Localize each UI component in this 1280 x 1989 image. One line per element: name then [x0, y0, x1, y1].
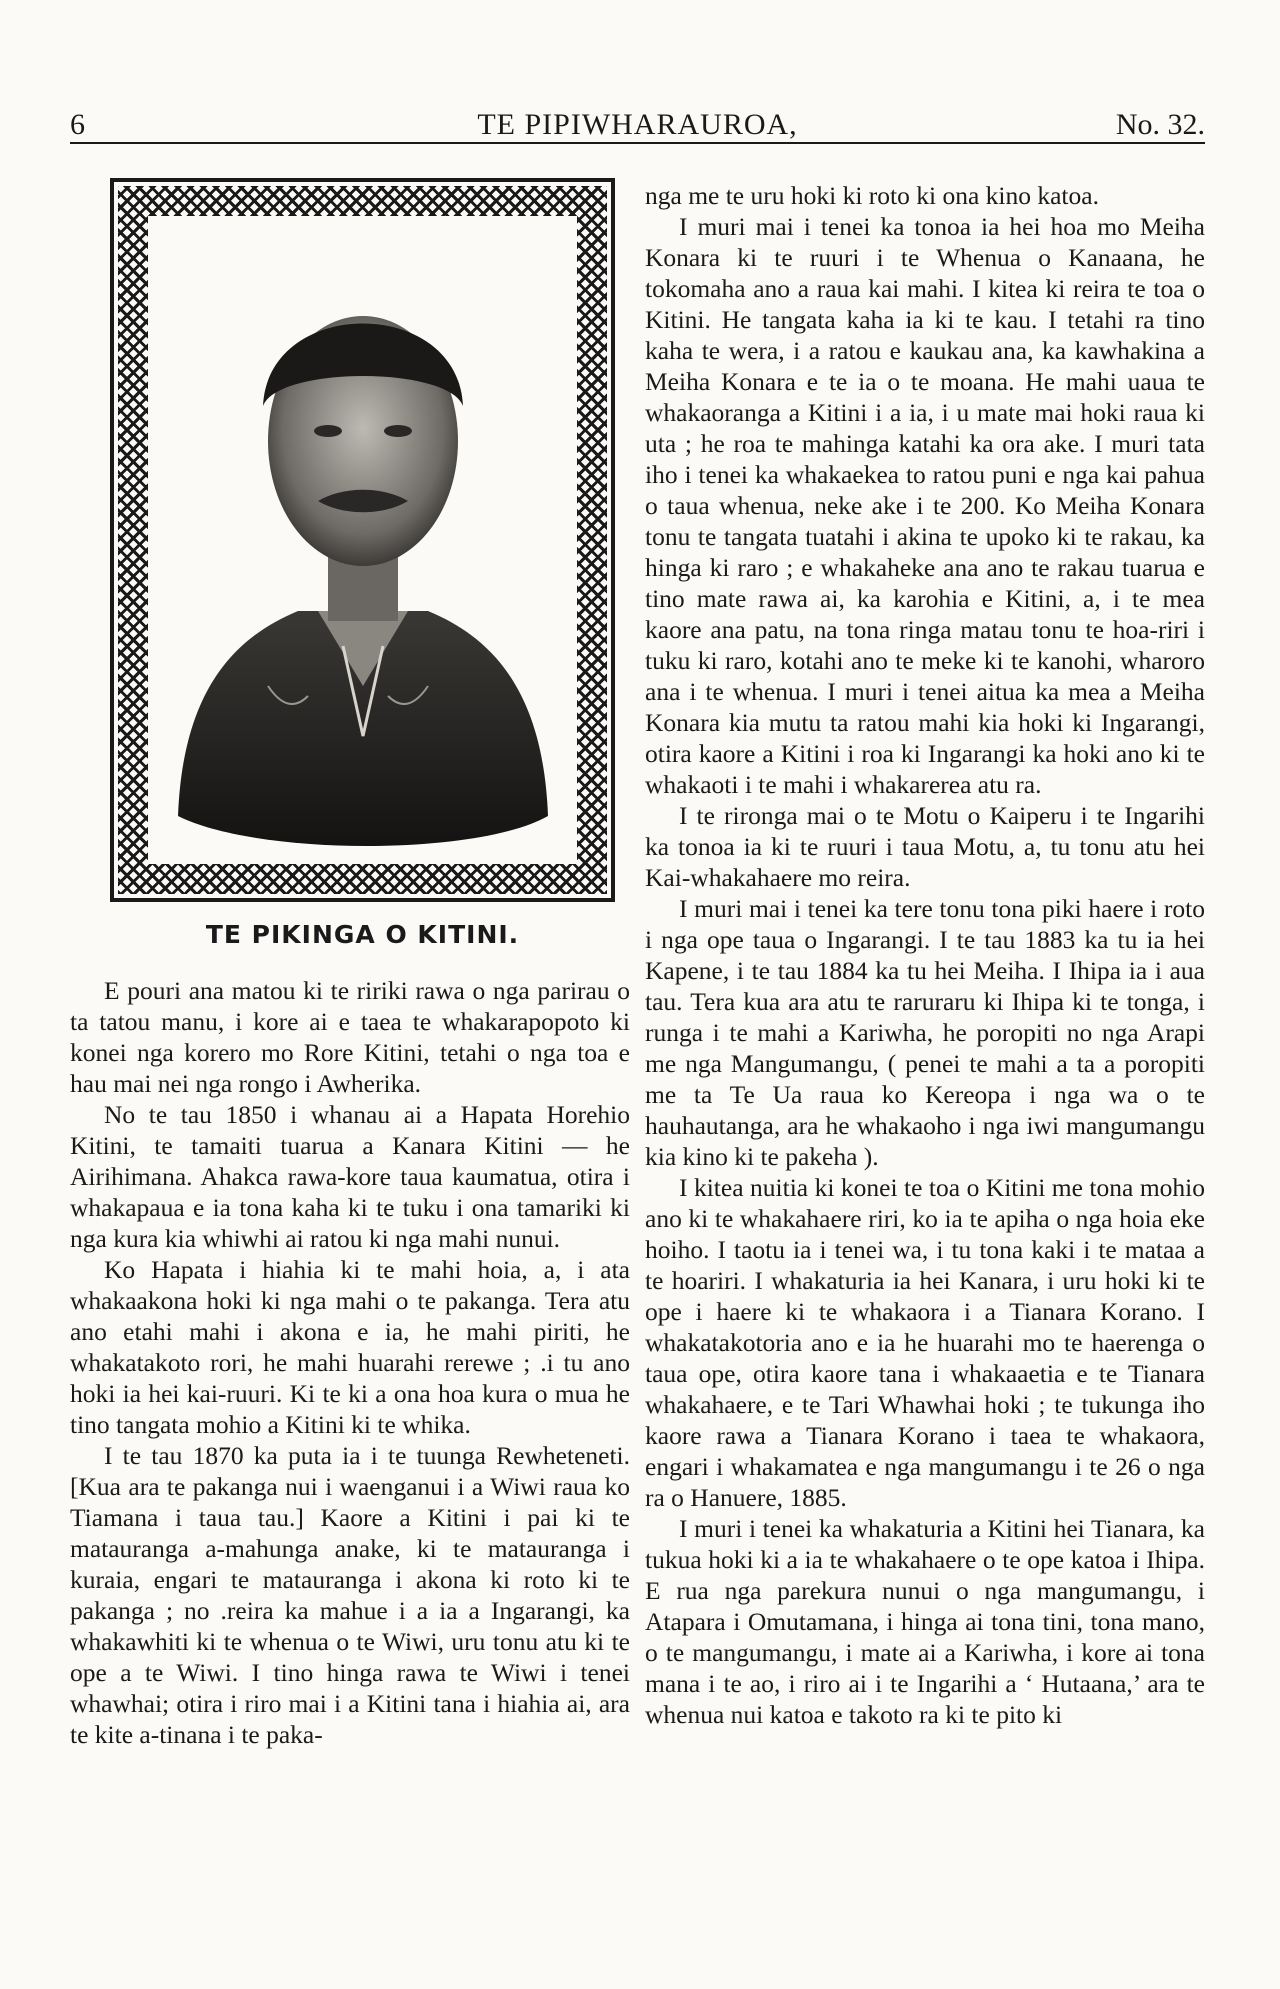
paragraph: nga me te uru hoki ki roto ki ona kino katoa. — [645, 181, 1099, 210]
article-title: TE PIKINGA O KITINI. — [205, 920, 520, 949]
portrait-frame — [110, 178, 615, 902]
paragraph: E pouri ana matou ki te ririki rawa o nga parirau o ta tatou manu, i kore ai e taea te whakarapopoto ki konei nga korero mo Rore Kitini, tetahi o nga toa e hau mai nei nga rongo i Awherika. — [70, 976, 630, 1098]
publication-title: TE PIPIWHARAUROA, — [477, 108, 798, 141]
page-number: 6 — [70, 108, 85, 141]
right-column — [645, 180, 1205, 1940]
paragraph: I te tau 1870 ka puta ia i te tuunga Rewheteneti. [Kua ara te pakanga nui i waenganui i a Wiwi raua ko Tiamana i taua tau.] Kaore a Kitini i pai ki te matauranga a-mahunga anake, ki te matauranga i kuraia, engari te matauranga i akona ki roto ki te pakanga ; no .reira ka mahue i a ia a Ingarangi, ka whakawhiti ki te whenua o te Wiwi, uru tonu atu ki te ope a te Wiwi. I tino hinga rawa te Wiwi i tenei whawhai; otira i riro mai i a Kitini tana i hiahia ai, ara te kite a-tinana i te paka- — [70, 1441, 630, 1749]
paragraph: I muri mai i tenei ka tere tonu tona piki haere i roto i nga ope taua o Ingarangi. I te tau 1883 ka tu ia hei Kapene, i te tau 1884 ka tu hei Meiha. I Ihipa ia i aua tau. Tera kua ara atu te raruraru ki Ihipa ki te tonga, i runga i te mahi a Kariwha, he poropiti no nga Arapi me nga Mangumangu, ( penei te mahi a ta a poropiti me ta Te Ua raua ko Kereopa i nga wa o te hauhautanga, ara he whakaoho i nga iwi mangumangu kia kino ki te pakeha ). — [645, 894, 1205, 1171]
paragraph: No te tau 1850 i whanau ai a Hapata Horehio Kitini, te tamaiti tuarua a Kanara Kitini — he Airihimana. Ahakca rawa-kore taua kaumatua, otira i whakapaua e ia tona kaha ki te tuku i ona tamariki ki nga kura kia whiwhi ai ratou ki nga mahi nunui. — [70, 1100, 630, 1253]
portrait-photo-icon — [148, 216, 577, 864]
paragraph: Ko Hapata i hiahia ki te mahi hoia, a, i ata whakaakona hoki ki nga mahi o te pakanga. Tera atu ano etahi mahi i akona e ia, he mahi piriti, he whakatakoto rori, he mahi huarahi rerewe ; .i tu ano hoki ia hei kai-ruuri. Ki te ki a ona hoa kura o mua he tino tangata mohio a Kitini ki te whika. — [70, 1255, 630, 1439]
paragraph: I kitea nuitia ki konei te toa o Kitini me tona mohio ano ki te whakahaere riri, ko ia te apiha o nga hoia eke hoiho. I taotu ia i tenei wa, i tu tona kaki i te mataa a te hoariri. I whakaturia ia hei Kanara, i uru hoki ki te ope i haere ki te whakaora i a Tianara Korano. I whakatakotoria ano e ia he huarahi mo te haerenga o taua ope, otira kaore tana i whakaaetia e te Tianara whakahaere, e te Tari Whawhai hoki ; te tukunga iho kaore rawa a Tianara Korano i taea te whakaora, engari i whakamatea e nga mangumangu i te 26 o nga ra o Hanuere, 1885. — [645, 1173, 1205, 1512]
left-column — [70, 975, 630, 1935]
issue-number: No. 32. — [1115, 108, 1205, 141]
paragraph: I te rironga mai o te Motu o Kaiperu i te Ingarihi ka tonoa ia ki te ruuri i taua Motu, a, tu tonu atu hei Kai-whakahaere mo reira. — [645, 801, 1205, 892]
paragraph: I muri i tenei ka whakaturia a Kitini hei Tianara, ka tukua hoki ki a ia te whakahaere o te ope katoa i Ihipa. E rua nga parekura nunui o nga mangumangu, i Atapara i Omutamana, i hinga ai tona tini, tona mano, o te mangumangu, i mate ai a Kariwha, i kore ai tona mana i te ao, i riro ai i te Ingarihi a ‘ Hutaana,’ ara te whenua nui katoa e takoto ra ki te pito ki — [645, 1514, 1205, 1729]
paragraph: I muri mai i tenei ka tonoa ia hei hoa mo Meiha Konara ki te ruuri i te Whenua o Kanaana, he tokomaha ano a raua kai mahi. I kitea ki reira te toa o Kitini. He tangata kaha ia ki te kau. I tetahi ra tino kaha te wera, i a ratou e kaukau ana, ka kawhakina a Meiha Konara e te ia o te moana. He mahi uaua te whakaoranga a Kitini i a ia, i u mate mai hoki raua ki uta ; he roa te mahinga katahi ka ora ake. I muri tata iho i tenei ka whakaekea to ratou puni e nga kai pahua o taua whenua, neke ake i te 200. Ko Meiha Konara tonu te tangata tuatahi i akina te upoko ki te rakau, ka hinga ki raro ; e whakaheke ana ano te rakau tuarua e tino mate rawa ai, ka karohia e Kitini, a, i te mea kaore ana patu, na tona ringa matau tonu te hoa-riri i tuku ki raro, kotahi ano te meke ki te kanohi, wharoro ana i te whenua. I muri i tenei aitua ka mea a Meiha Konara kia mutu ta ratou mahi kia hoki ki Ingarangi, otira kaore a Kitini i roa ki Ingarangi ka hoki ano ki te whakaoti i te mahi i whakarerea atu ra. — [645, 212, 1205, 799]
portrait-photo — [148, 216, 577, 864]
page-header — [70, 108, 1205, 144]
